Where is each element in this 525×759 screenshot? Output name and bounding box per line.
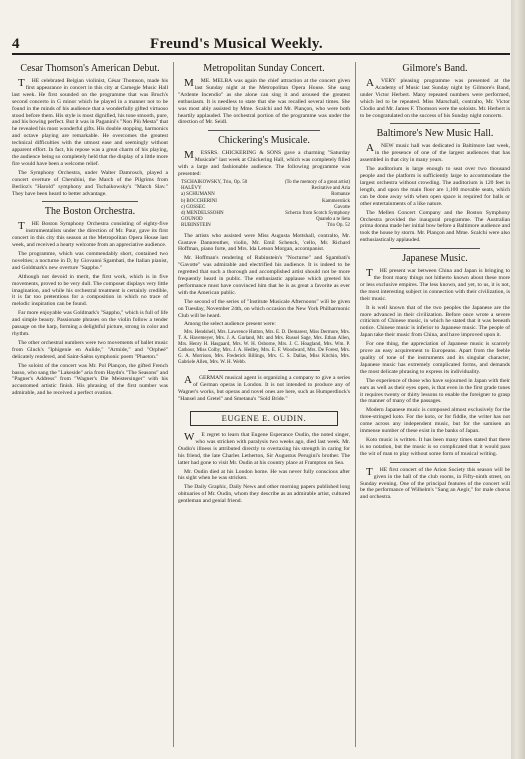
article-paragraph: The programme, which was commendably short, contained two novelties; a nocturne in D, by Giovanni Sgambati, the Italian pianist, and Goldmark's new overture "Sappho." bbox=[12, 251, 168, 271]
section-divider bbox=[42, 201, 138, 202]
article-paragraph: THE celebrated Belgian violinist, César Thomson, made his first appearance in concert in this city at Carnegie Music Hall last week. He first sounded on the programme that was Bruch's second concerto in G minor which he played in a manner not to be found in the minds of his audience that a wonderfully gifted virtuoso stood before them. His style is most dignified, his tone smooth, pure, and his bowing perfect. But it was in Paganini's "Non Più Mesta" that he revealed his most wonderful gifts. His double stopping, harmonics and octave playing are remarkable. He overcomes the greatest technical difficulties with the utmost ease and seemingly without apparent effort. In fact, his repose was a great charm of his playing, the audience being so completely held that the display of a little more fire would have been a welcome relief. bbox=[12, 77, 168, 167]
article-title-thomson: Cesar Thomson's American Debut. bbox=[20, 63, 160, 74]
article-paragraph: Modern Japanese music is composed almost exclusively for the three-stringed koto. For the koto, or for fiddle, the writer has not come across any independent music, but for the samisen an immense number of these exist in the banks of Japan. bbox=[360, 407, 510, 435]
column-middle bbox=[178, 60, 350, 750]
page-gutter bbox=[511, 0, 525, 759]
page-number: 4 bbox=[12, 36, 20, 52]
column-rule bbox=[173, 62, 174, 747]
patrons-intro: Among the select audience present were: bbox=[184, 321, 276, 328]
article-paragraph: The second of the series of "Institute Musicale Afternoons" will be given on Tuesday, November 24th, on which occasion the New York Philharmonic Club will be heard. bbox=[178, 298, 350, 319]
section-divider bbox=[390, 462, 480, 463]
article-paragraph: The artists who assisted were Miss Augusta Mottshall, contralto, Mr. Gustave Dannreuther, violin, Mr. Emil Schenck, 'cello, Mr. Richard Hoffman, piano forte, and Mrs. Ida Letson Morgan, accompanist. bbox=[178, 232, 350, 253]
article-paragraph: Mr. Oudin died at his London home. He was never fully conscious after his sight when he was stricken. bbox=[178, 468, 350, 482]
programme-row: TSCHAIKOWSKY, Trio, Op. 50 (To the memory of a great artist) bbox=[181, 179, 350, 185]
programme-row: GOUNOD Quando a te lieta bbox=[181, 217, 350, 223]
programme-row: HALÉVY Recitative and Aria bbox=[181, 186, 350, 192]
concert-programme bbox=[178, 180, 350, 230]
article-paragraph: AVERY pleasing programme was presented at the Academy of Music last Sunday night by Gilmore's Band, under Victor Herbert. Many repeated numbers were performed, which led to be repeated. Miss Marschall, contralto, Mr. Victor Clodio and Mr. James F. Thomson were the soloists. Mr. Herbert is to be congratulated on the success of his Sunday night concerts. bbox=[360, 77, 510, 119]
article-paragraph: It is well known that of the two peoples the Japanese are the more advanced in their civilization. Before once wrote a severe criticism of Chinese music, in which he stated that it was beneath notice. Chinese music is inferior to Japanese music. The people of Japan take their music from China, and have improved upon it. bbox=[360, 304, 510, 339]
article-title-boston: The Boston Orchestra. bbox=[44, 206, 136, 218]
article-title-gilmore: Gilmore's Band. bbox=[402, 63, 468, 74]
column-right bbox=[360, 60, 510, 750]
article-title-metropolitan: Metropolitan Sunday Concert. bbox=[203, 63, 325, 74]
section-divider bbox=[390, 248, 480, 249]
article-paragraph: Koto music is written. It has been many times stated that there is no notation, but the music is so complicated that it would pass the wit of man to play without some form of musical writing. bbox=[360, 436, 510, 457]
article-paragraph: The Daily Graphic, Daily News and other morning papers published long obituaries of Mr. Oudin, whom they describe as an admirable artist, cultured gentleman and genial friend. bbox=[178, 484, 350, 505]
programme-row: RUBINSTEIN Trio Op. 52 bbox=[181, 223, 350, 229]
programme-row: b) BOCCHERINI Kammerstück bbox=[181, 198, 350, 204]
article-paragraph: The auditorium is large enough to seat over two thousand people and the platform is sufficiently large to accommodate the largest orchestra without crowding. The auditorium is 120 feet in length, and upon the main floor are 1,100 movable seats, which can be done away with when open space is required for balls or other entertainments of a like nature. bbox=[360, 166, 510, 207]
programme-row: d) MENDELSSOHN Scherzo from Scotch Symphony bbox=[181, 210, 350, 216]
article-paragraph: THE present war between China and Japan is bringing to the front many things not hitherto known about these more or less exclusive empires. The less known, and yet, to us, it is not, the most interesting subject in connection with their civilization, is their music. bbox=[360, 267, 510, 302]
programme-row: a) SCHUMANN Romanze bbox=[181, 192, 350, 198]
article-title-oudin: EUGENE E. OUDIN. bbox=[190, 411, 338, 426]
section-divider bbox=[208, 130, 320, 131]
article-paragraph: AGERMAN musical agent is organizing a company to give a series of German operas in London. It is not intended to produce any of Wagner's works, but operas and novel ones are here, such as Humperdinck's "Hansel and Gretel" and Smetana's "Sold Bride." bbox=[178, 374, 350, 403]
article-paragraph: For one thing, the appreciation of Japanese music is scarcely prove an easy acquirement to Europeans. Apart from the feeble quality of tone of the instruments and its singular character, Japanese music has extremely complicated forms, and demands the most delicate phrasing to express its individuality. bbox=[360, 341, 510, 375]
article-paragraph: ANEW music hall was dedicated in Baltimore last week, in the presence of one of the largest audiences that has assembled in that city in many years. bbox=[360, 142, 510, 164]
column-rule bbox=[355, 62, 356, 747]
article-paragraph: Mr. Hoffman's rendering of Rubinstein's "Nocturne" and Sgambati's "Gavotte" was admirable and electrified his audience. It is indeed to be regretted that such a thorough and accomplished artist should not be more frequently heard in public. The enthusiastic applause which greeted his performance must have convinced him that he is as great a favorite as ever with the American public. bbox=[178, 255, 350, 296]
section-divider bbox=[390, 123, 480, 124]
article-title-chickering: Chickering's Musicale. bbox=[218, 135, 310, 147]
masthead-title: Freund's Musical Weekly. bbox=[150, 36, 323, 52]
article-paragraph: THE first concert of the Arion Society this season will be given in the hall of the club rooms, in Fifty-ninth street, on Sunday evening. One of the principal features of the concert will be the performance of Wilhelm's "Sang an Aegir," for male chorus and orchestra. bbox=[360, 465, 510, 501]
article-paragraph: WE regret to learn that Eugene Esperance Oudin, the noted singer, who was stricken with paralysis two weeks ago, died last week. Mr. Oudin's illness is attributed directly to overtaxing his strength in caring for his friend, the late Charles Letherton, Sir Augustus Perugini's brother. The latter had gone to visit Mr. Oudin at his country place at Frampton on Sea. bbox=[178, 431, 350, 466]
article-title-baltimore: Baltimore's New Music Hall. bbox=[376, 128, 494, 140]
article-paragraph: The experience of those who have sojourned in Japan with their ears as well as their eyes open, is that even in the first grade tunes it requires twenty or thirty lessons to enable the foreigner to grasp the manner of many of the passages. bbox=[360, 377, 510, 405]
programme-row: c) GOSSEC Gavotte bbox=[181, 204, 350, 210]
article-paragraph: The soloist of the concert was Mr. Pol Plançon, the gifted French basso, who sang the "Lakeside" aria from Haydn's "The Seasons" and "Pagner's Address" from "Wagner's Die Meistersinger" with his accustomed artistic finish. His phrasing of the first number was admirable, and he received a perfect ovation. bbox=[12, 362, 168, 397]
patrons-list: Mrs. Hendshell, Mrs. Lawrence Hutton, Mrs. E. D. Demarest, Miss Dermore, Mrs. T. A. Havemeyer, Mrs. J. A. Garland, Mr. and Mrs. Russel Sage, Mrs. Ethan Allen, Mrs. Henry H. Hasgaard, Mrs. W. H. Osborne, Mrs. J. C. Hoagland, Mrs. Wm. P. Cathour, Miss Colby, Mrs. J. A. Hedley, Mrs. E. F. Woodward, Mrs. De Forest, Mrs. G. A. Morrison, Mrs. Frederick Billings, Mrs. C. S. Dallas, Miss Kitchin, Mrs. Gabriele Allen, Mrs. W. H. Webb. bbox=[178, 330, 350, 366]
article-paragraph: The Mellen Concert Company and the Boston Symphony Orchestra provided the inaugural programme. The Australian prima donna made her initial bow before a Baltimore audience and took the house by storm. Mr. Plançon and Mme. Scalchi were also enthusiastically applauded. bbox=[360, 209, 510, 244]
column-left bbox=[12, 60, 168, 750]
article-paragraph: The Symphony Orchestra, under Walter Damrosch, played a concert overture of Cherubini, the March of the Pilgrims from Berlioz's "Harold" symphony and Tschaikowsky's "March Slav." They have been heard to better advantage. bbox=[12, 169, 168, 197]
article-paragraph: The other orchestral numbers were two movements of ballet music from Gluck's "Iphigenie en Aulide," "Armide," and "Orpheé" delicately rendered, and Saint-Saëns symphonic poem "Phaeton." bbox=[12, 339, 168, 360]
article-paragraph: MME. MELBA was again the chief attraction at the concert given last Sunday night at the Metropolitan Opera House. She sang "Ardente Incendio" as she alone can sing it and aroused the greatest enthusiasm. It is needless to state that she was recalled several times. She was most ably assisted by Mme. Scalchi and Mr. Plançon, who were both heartily applauded. The orchestral portion of the programme was under the direction of Mr. Seidl. bbox=[178, 77, 350, 126]
article-paragraph: THE Boston Symphony Orchestra consisting of eighty-five instrumentalists under the direction of Mr. Paur, gave its first concert in this city this season at the Metropolitan Opera House last week, and received a hearty welcome from an appreciative audience. bbox=[12, 220, 168, 249]
article-paragraph: MESSRS. CHICKERING & SONS gave a charming "Saturday Musicale" last week at Chickering Hall, which was completely filled with a large and fashionable audience. The following programme was presented: bbox=[178, 149, 350, 178]
article-paragraph: Far more enjoyable was Goldmark's "Sappho," which is full of life and simple beauty. Passionate phrases on the violin follow a tender passage on the harp, forming a delightful picture, strong in color and rhythm. bbox=[12, 310, 168, 337]
article-paragraph: Although not devoid in merit, the first work, which is in five movements, proved to be very dull. The composer displays very little imagination, and while his orchestral treatment is certainly credible, it is far too pretentious for a composition in which no trace of melodic inspiration can be found. bbox=[12, 273, 168, 308]
article-title-japanese: Japanese Music. bbox=[402, 253, 468, 265]
section-divider bbox=[208, 370, 320, 371]
